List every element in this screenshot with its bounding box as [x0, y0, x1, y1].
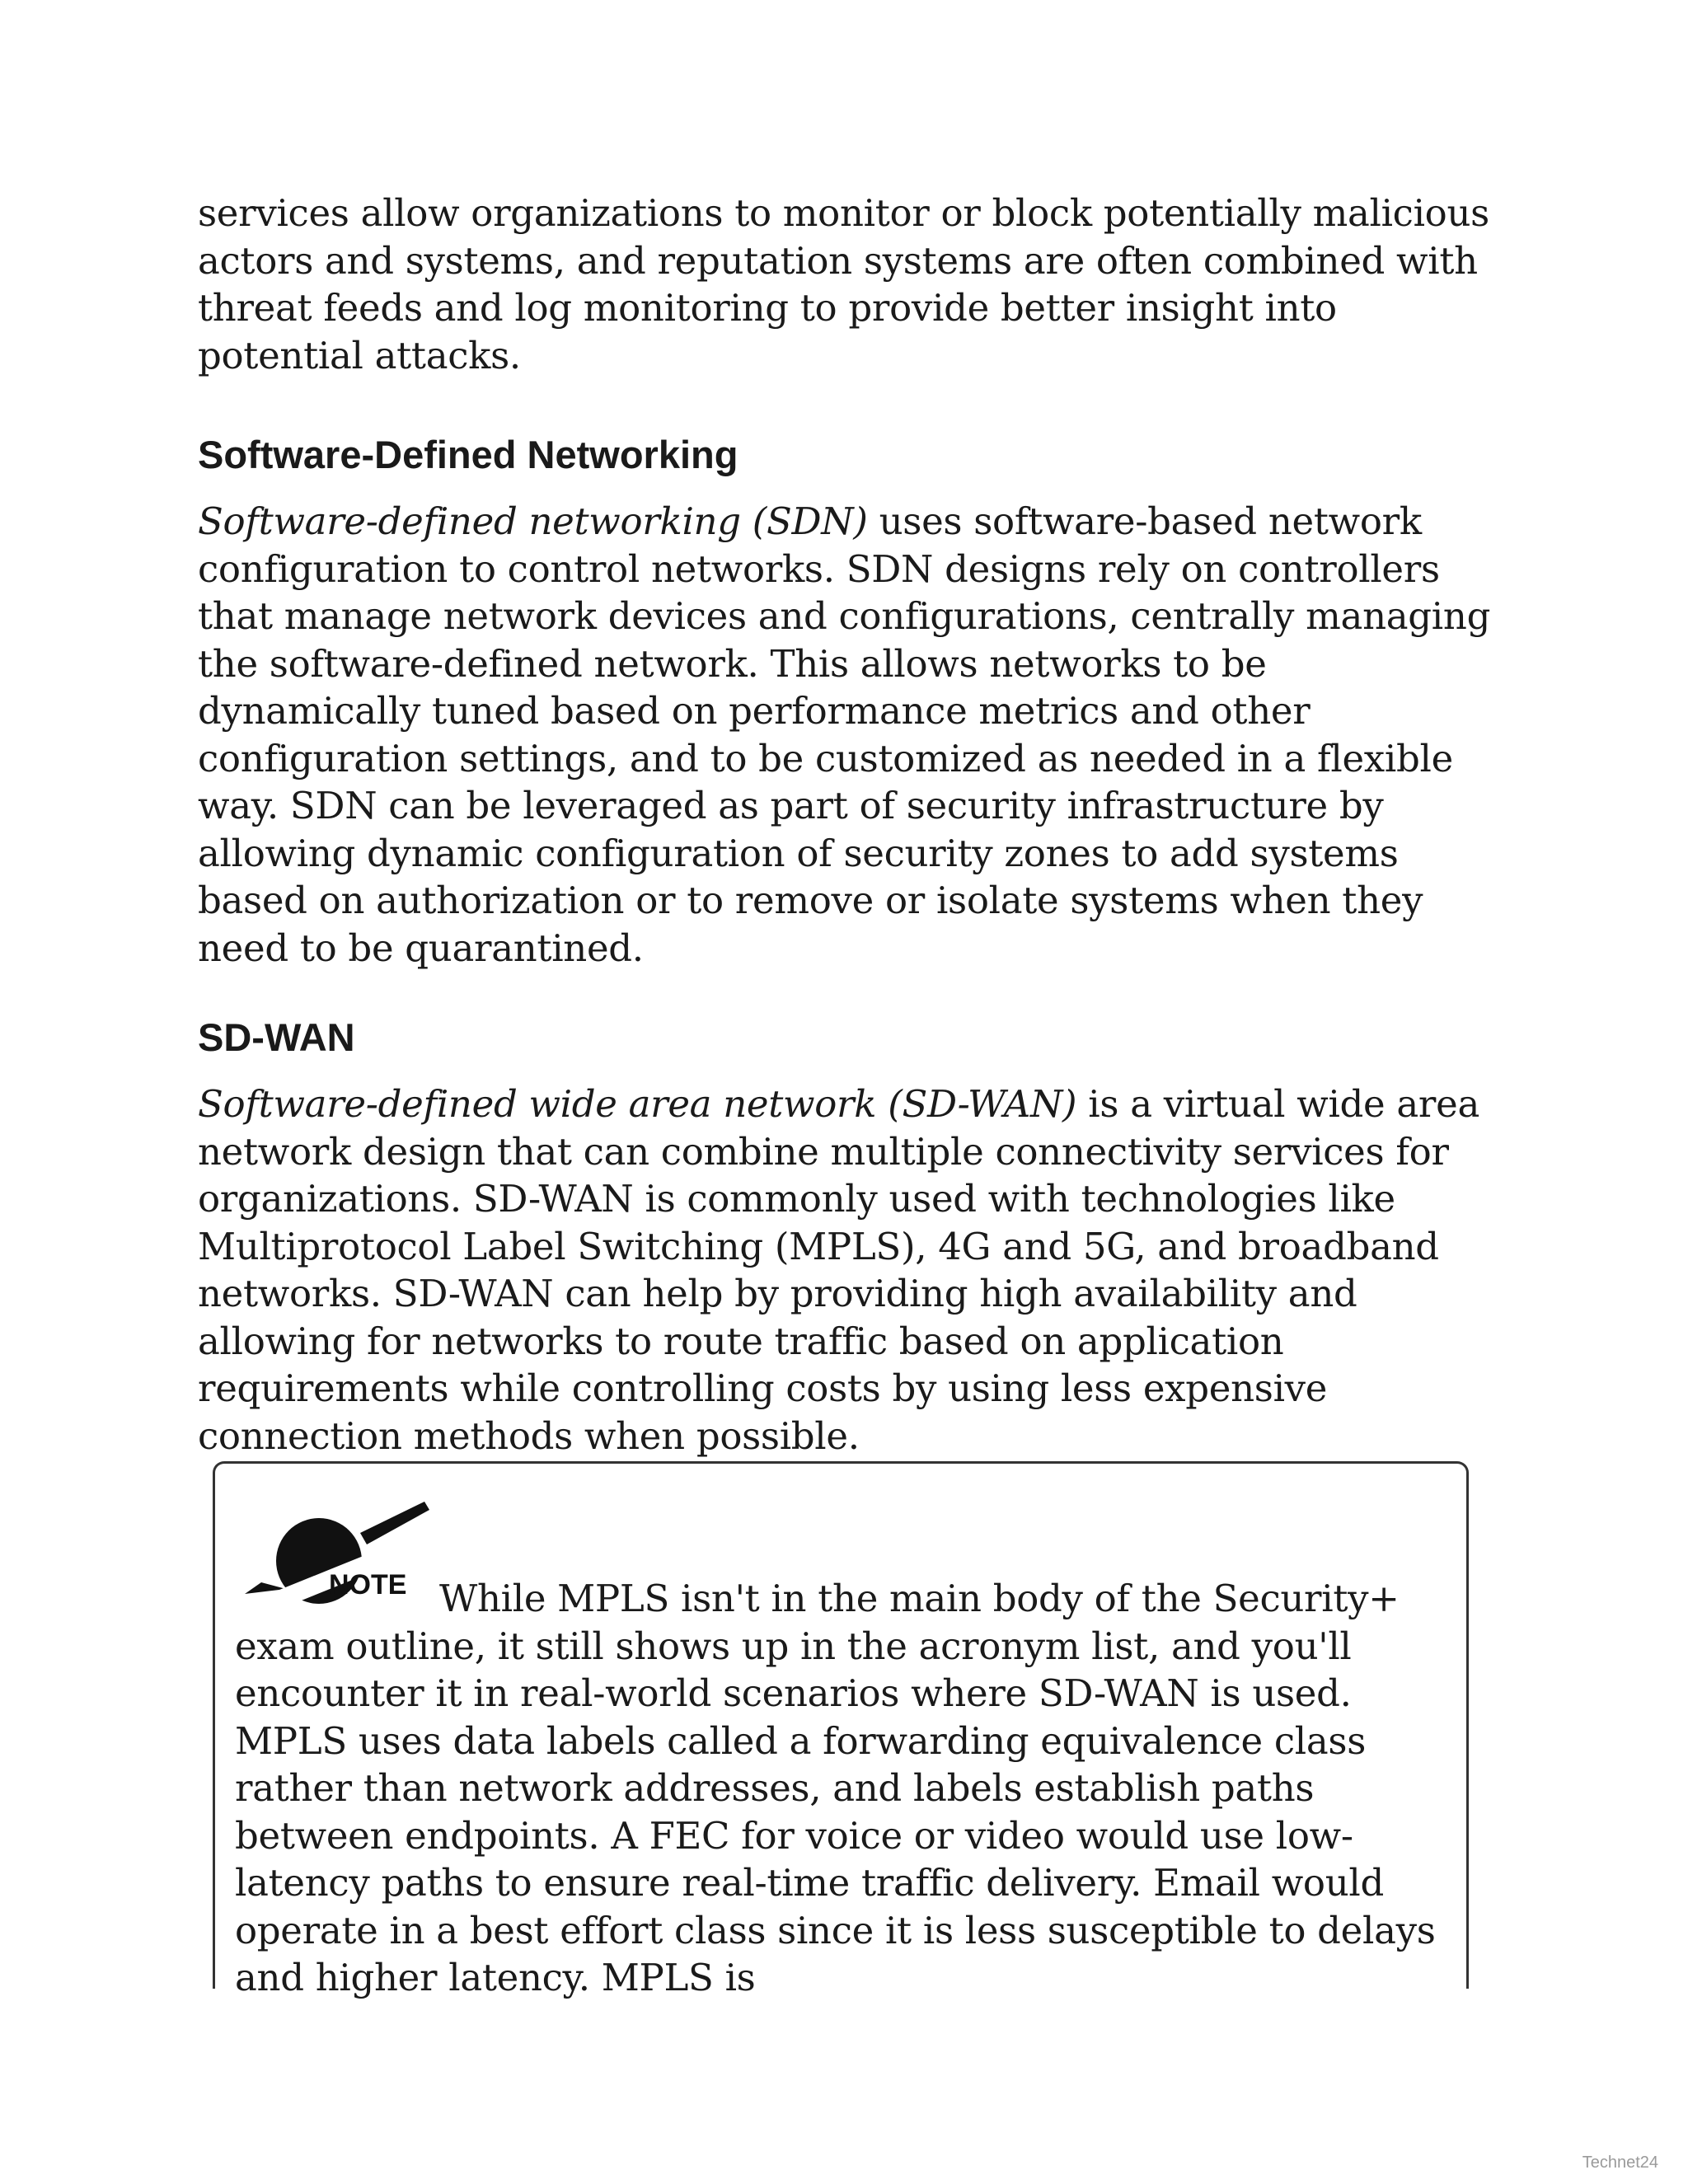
sdn-term: Software-defined networking (SDN) — [198, 499, 868, 543]
page-content — [198, 190, 1500, 1460]
watermark: Technet24 — [1582, 2154, 1658, 2172]
sdn-paragraph — [198, 498, 1500, 972]
sdwan-body: is a virtual wide area network design that can combine multiple connectivity services for organizations. SD-WAN is commonly used with technologies like Multiprotocol Label Switching (MPLS), 4G and 5G, and broadband networks. SD-WAN can help by providing high availability and allowing for networks to route traffic based on application requirements while controlling costs by using less expensive connection methods when possible. — [198, 1082, 1479, 1458]
sdwan-paragraph — [198, 1080, 1500, 1460]
section-heading-sdwan: SD-WAN — [198, 1015, 355, 1059]
sdwan-term: Software-defined wide area network (SD-WAN) — [198, 1082, 1077, 1126]
intro-paragraph: services allow organizations to monitor or block potentially malicious actors and systems, and reputation systems are often combined with threat feeds and log monitoring to provide better insight into potential attacks. — [198, 191, 1489, 377]
note-text: While MPLS isn't in the main body of the Security+ exam outline, it still shows up in the acronym list, and you'll encounter it in real-world scenarios where SD-WAN is used. MPLS uses data labels called a forwarding equivalence class rather than network addresses, and labels establish paths between endpoints. A FEC for voice or video would use low-latency paths to ensure real-time traffic delivery. Email would operate in a best effort class since it is less susceptible to delays and higher latency. MPLS is — [235, 1577, 1436, 1999]
sdn-body: uses software-based network configuration to control networks. SDN designs rely on controllers that manage network devices and configurations, centrally managing the software-defined network. This allows networks to be dynamically tuned based on performance metrics and other configuration settings, and to be customized as needed in a flexible way. SDN can be leveraged as part of security infrastructure by allowing dynamic configuration of security zones to add systems based on authorization or to remove or isolate systems when they need to be quarantined. — [198, 499, 1491, 970]
note-icon-label: NOTE — [329, 1569, 407, 1601]
section-heading-sdn: Software-Defined Networking — [198, 433, 738, 476]
note-box — [213, 1461, 1469, 1999]
